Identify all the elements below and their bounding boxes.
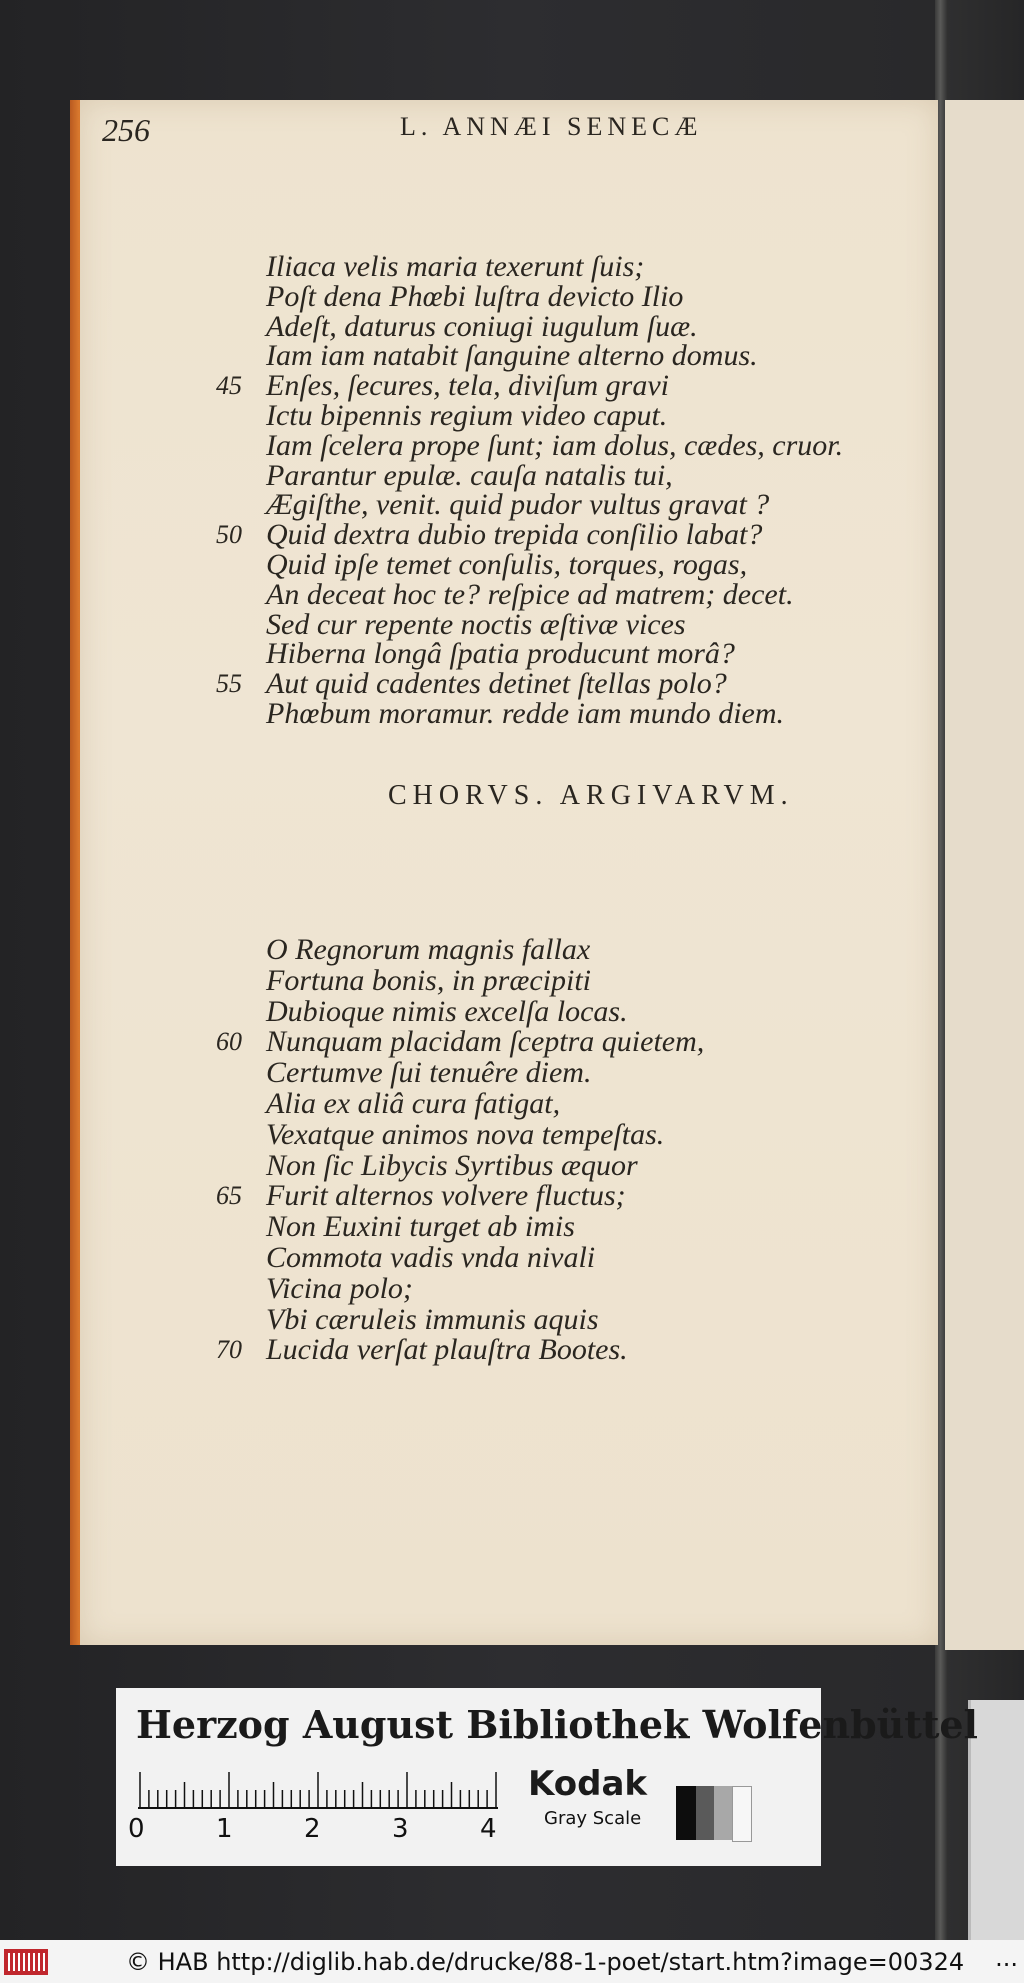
- page-header: [100, 112, 860, 152]
- verse-line: [218, 1333, 918, 1371]
- ruler-label: 4: [480, 1814, 497, 1844]
- verse-text: An deceat hoc te? reſpice ad matrem; decet.: [266, 577, 794, 611]
- copyright-link[interactable]: © HAB http://diglib.hab.de/drucke/88-1-poet/start.htm?image=00324: [126, 1948, 965, 1976]
- gray-swatch-black: [676, 1786, 696, 1840]
- verse-text: Lucida verſat plauſtra Bootes.: [266, 1333, 628, 1367]
- verse-text: Furit alternos volvere fluctus;: [266, 1179, 626, 1213]
- line-number: 45: [216, 371, 242, 401]
- verse-text: Non ſic Libycis Syrtibus æquor: [266, 1148, 638, 1182]
- verse-text: Certumve ſui tenuêre diem.: [266, 1056, 592, 1090]
- footer-bar: [0, 1940, 1024, 1983]
- gray-swatch-white: [732, 1786, 752, 1842]
- line-number: 60: [216, 1027, 242, 1057]
- verse-text: Dubioque nimis excelſa locas.: [266, 994, 628, 1028]
- ruler-scale: [138, 1770, 498, 1810]
- ruler-labels: [128, 1814, 508, 1848]
- more-menu-icon[interactable]: ...: [995, 1944, 1018, 1972]
- line-number: 65: [216, 1181, 242, 1211]
- kodak-logo: Kodak: [528, 1764, 647, 1804]
- verse-text: Vbi cæruleis immunis aquis: [266, 1302, 599, 1336]
- verse-text: Iam iam natabit ſanguine alterno domus.: [266, 339, 758, 373]
- verse-text: Adeſt, daturus coniugi iugulum ſuæ.: [266, 309, 698, 343]
- verse-text: Aut quid cadentes detinet ſtellas polo?: [266, 667, 727, 701]
- line-number: 55: [216, 669, 242, 699]
- color-target-card: [116, 1688, 978, 1866]
- verse-text: Parantur epulæ. cauſa natalis tui,: [266, 458, 673, 492]
- page-number: 256: [102, 112, 150, 148]
- verse-text: Vexatque animos nova tempeſtas.: [266, 1117, 665, 1151]
- verse-text: Enſes, ſecures, tela, diviſum gravi: [266, 369, 669, 403]
- verse-text: Iam ſcelera prope ſunt; iam dolus, cædes, cruor.: [266, 428, 844, 462]
- gray-scale-label: Gray Scale: [544, 1808, 642, 1829]
- barcode-icon: [4, 1949, 48, 1975]
- chorus-heading: CHORVS. ARGIVARVM.: [388, 780, 794, 811]
- verse-text: O Regnorum magnis fallax: [266, 933, 591, 966]
- verse-text: Nunquam placidam ſceptra quietem,: [266, 1025, 705, 1059]
- ruler-label: 3: [392, 1814, 409, 1844]
- adjacent-page: [945, 100, 1024, 1650]
- verse-text: Ictu bipennis regium video caput.: [266, 399, 668, 432]
- ruler-label: 0: [128, 1814, 145, 1844]
- verse-line: [218, 697, 918, 735]
- verse-text: Hiberna longâ ſpatia producunt morâ?: [266, 637, 735, 671]
- verse-text: Fortuna bonis, in præcipiti: [266, 963, 592, 997]
- verse-text: Ægiſthe, venit. quid pudor vultus gravat ?: [266, 488, 770, 522]
- running-title: L. ANNÆI SENECÆ: [400, 112, 703, 141]
- library-name: Herzog August Bibliothek Wolfenbüttel: [136, 1702, 978, 1747]
- verse-text: Quid ipſe temet conſulis, torques, rogas,: [266, 548, 748, 581]
- line-number: 70: [216, 1335, 242, 1365]
- verse-text: Vicina polo;: [266, 1271, 413, 1305]
- verse-text: Poſt dena Phœbi luſtra devicto Ilio: [266, 279, 684, 313]
- verse-text: Non Euxini turget ab imis: [266, 1210, 575, 1244]
- line-number: 50: [216, 520, 242, 550]
- gray-swatch-light: [714, 1786, 732, 1840]
- verse-text: Alia ex aliâ cura fatigat,: [266, 1087, 561, 1120]
- gray-swatch-dark: [696, 1786, 714, 1840]
- verse-text: Phœbum moramur. redde iam mundo diem.: [266, 697, 785, 730]
- verse-text: Sed cur repente noctis æſtivæ vices: [266, 607, 686, 641]
- ruler-label: 2: [304, 1814, 321, 1844]
- verse-text: Commota vadis vnda nivali: [266, 1241, 596, 1274]
- ruler-label: 1: [216, 1814, 233, 1844]
- verse-text: Quid dextra dubio trepida conſilio labat?: [266, 518, 763, 552]
- verse-text: Iliaca velis maria texerunt ſuis;: [266, 250, 645, 283]
